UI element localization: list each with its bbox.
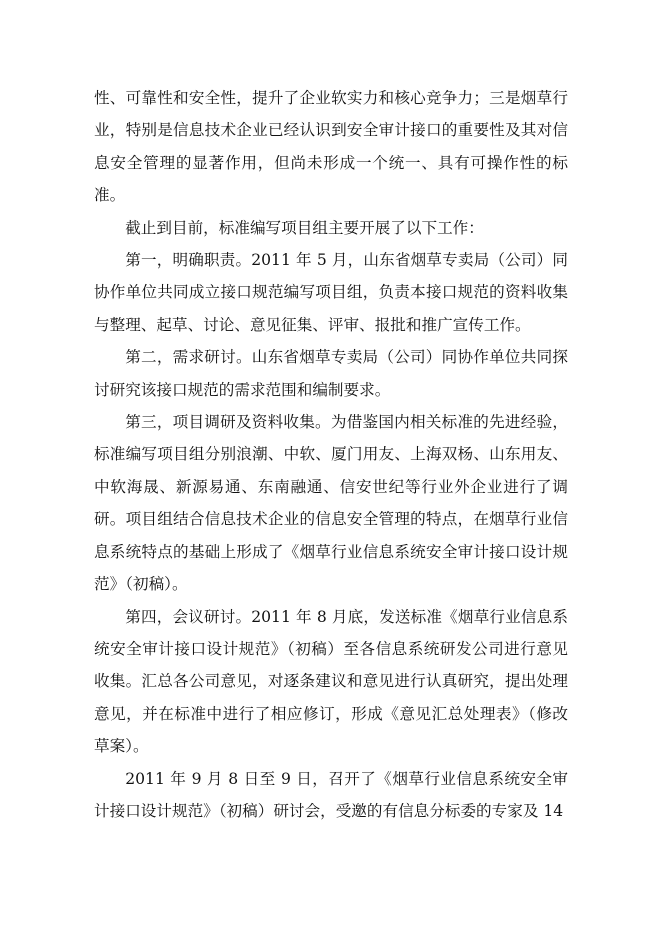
paragraph-continuation: 性、可靠性和安全性，提升了企业软实力和核心竞争力；三是烟草行业，特别是信息技术企业已经认识到安全审计接口的重要性及其对信息安全管理的显著作用，但尚未形成一个统一、具有可操作性的标准。 (94, 89, 568, 205)
paragraph-meeting: 2011 年 9 月 8 日至 9 日，召开了《烟草行业信息系统安全审计接口设计规范》（初稿）研讨会，受邀的有信息分标委的专家及 14 (94, 769, 568, 820)
paragraph-work-summary: 截止到目前，标准编写项目组主要开展了以下工作： (125, 218, 484, 237)
paragraph-step-two: 第二，需求研讨。山东省烟草专卖局（公司）同协作单位共同探讨研究该接口规范的需求范围和编制要求。 (94, 348, 568, 399)
paragraph-step-three: 第三，项目调研及资料收集。为借鉴国内相关标准的先进经验，标准编写项目组分别浪潮、中软、厦门用友、上海双杨、山东用友、中软海晟、新源易通、东南融通、信安世纪等行业外企业进行了调研。项目组结合信息技术企业的信息安全管理的特点，在烟草行业信息系统特点的基础上形成了《烟草行业信息系统安全审计接口设计规范》（初稿）。 (94, 413, 568, 594)
document-body (94, 82, 568, 827)
paragraph-step-four: 第四，会议研讨。2011 年 8 月底，发送标准《烟草行业信息系统安全审计接口设计规范》（初稿）至各信息系统研发公司进行意见收集。汇总各公司意见，对逐条建议和意见进行认真研究，提出处理意见，并在标准中进行了相应修订，形成《意见汇总处理表》（修改草案）。 (94, 607, 568, 756)
paragraph-step-one: 第一，明确职责。2011 年 5 月，山东省烟草专卖局（公司）同协作单位共同成立接口规范编写项目组，负责本接口规范的资料收集与整理、起草、讨论、意见征集、评审、报批和推广宣传工作。 (94, 251, 568, 334)
